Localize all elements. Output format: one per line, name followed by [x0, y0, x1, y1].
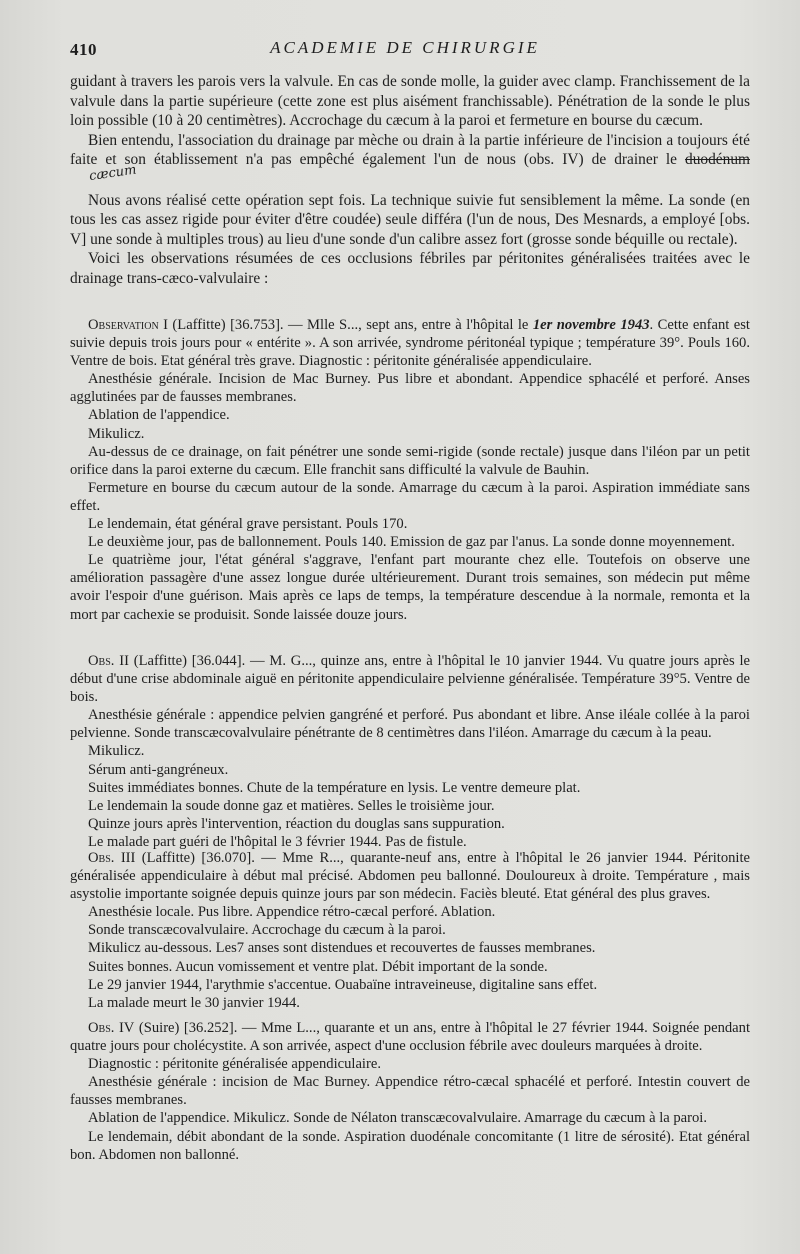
observation-heading: Observation I (Laffitte) [36.753]. — Mlle S..., sept ans, entre à l'hôpital le 1er novembre 1943. Cette enfant est suivie depuis trois jours pour « entérite ». A son arrivée, syndrome péritonéal typique ; température 39°. Pouls 160. Ventre de bois. Etat général très grave. Diagnostic : péritonite généralisée appendiculaire.: [70, 317, 750, 370]
struck-word: duodénum: [685, 151, 750, 169]
observation-label: Obs. II: [88, 653, 129, 669]
handwritten-correction: cæcum: [88, 162, 138, 185]
page-header: [70, 36, 740, 62]
observation-2: [70, 652, 750, 851]
observation-heading: Obs. III (Laffitte) [36.070]. — Mme R..., quarante-neuf ans, entre à l'hôpital le 26 janvier 1944. Péritonite généralisée appendiculaire à début mal précisé. Abdomen peu ballonné. Douloureux à droite. Température , mais asystolie importante soignée depuis quinze jours par son médecin. Faciès bleuté. Etat général des plus graves.: [70, 850, 751, 903]
observation-line: Suites immédiates bonnes. Chute de la température en lysis. Le ventre demeure plat.: [88, 779, 581, 796]
observation-line: Diagnostic : péritonite généralisée appendiculaire.: [88, 1056, 381, 1073]
observation-label: Observation I: [88, 317, 168, 333]
observation-line: Anesthésie locale. Pus libre. Appendice rétro-cæcal perforé. Ablation.: [88, 904, 496, 921]
observation-1: [70, 316, 750, 624]
observation-heading: Obs. II (Laffitte) [36.044]. — M. G..., quinze ans, entre à l'hôpital le 10 janvier 1944. Vu quatre jours après le début d'une crise abdominale aiguë en péritonite appendiculaire pelvienne généralisée. Température 39°5. Ventre de bois.: [70, 653, 750, 706]
observation-label: Obs. III: [88, 850, 136, 866]
observation-date: 1er novembre 1943: [532, 317, 650, 333]
intro-paragraph-4: Voici les observations résumées de ces occlusions fébriles par péritonites généralisées traitées avec le drainage trans-cæco-valvulaire :: [70, 250, 750, 287]
observation-line: Au-dessus de ce drainage, on fait pénétrer une sonde semi-rigide (sonde rectale) jusque dans l'iléon par un petit orifice dans la paroi externe du cæcum. Elle franchit sans difficulté la valvule de Bauhin.: [70, 443, 750, 478]
observation-line: Le deuxième jour, pas de ballonnement. Pouls 140. Emission de gaz par l'anus. La sonde donne moyennement.: [88, 534, 735, 551]
observation-label: Obs. IV: [88, 1020, 135, 1036]
observation-line: Mikulicz.: [88, 425, 145, 442]
observation-line: Fermeture en bourse du cæcum autour de la sonde. Amarrage du cæcum à la paroi. Aspiration immédiate sans effet.: [70, 479, 750, 514]
observation-4: [70, 1019, 750, 1164]
observation-line: Anesthésie générale : appendice pelvien gangréné et perforé. Pus abondant et libre. Anse iléale collée à la paroi pelvienne. Sonde transcæcovalvulaire pénétrante de 8 centimètres dans l'iléon. Amarrage du cæcum à la peau.: [70, 707, 750, 742]
intro-paragraph-2: Bien entendu, l'association du drainage par mèche ou drain à la partie inférieure de l'incision a toujours été faite et son établissement n'a pas empêché également l'un de nous (obs. IV) de drainer le duodénumcæcum: [70, 131, 750, 191]
observation-line: Suites bonnes. Aucun vomissement et ventre plat. Débit important de la sonde.: [88, 958, 548, 975]
running-title: ACADEMIE DE CHIRURGIE: [270, 38, 540, 57]
observation-line: Le 29 janvier 1944, l'arythmie s'accentue. Ouabaïne intraveineuse, digitaline sans effet.: [88, 976, 598, 993]
observation-line: Sérum anti-gangréneux.: [88, 761, 229, 778]
observation-line: Le lendemain, état général grave persistant. Pouls 170.: [88, 516, 408, 533]
observation-line: La malade meurt le 30 janvier 1944.: [88, 994, 300, 1011]
observation-line: Quinze jours après l'intervention, réaction du douglas sans suppuration.: [88, 815, 505, 832]
intro-text: [70, 72, 750, 289]
page-number: 410: [70, 40, 97, 59]
observation-line: Le malade part guéri de l'hôpital le 3 février 1944. Pas de fistule.: [88, 833, 467, 850]
observation-line: Anesthésie générale. Incision de Mac Burney. Pus libre et abondant. Appendice sphacélé et perforé. Anses agglutinées par de fausses membranes.: [70, 371, 750, 406]
observation-line: Le lendemain, débit abondant de la sonde. Aspiration duodénale concomitante (1 litre de sérosité). Etat général bon. Abdomen non ballonné.: [70, 1128, 750, 1163]
observation-line: Mikulicz.: [88, 743, 145, 760]
observation-3: [70, 849, 750, 1012]
observation-line: Sonde transcæcovalvulaire. Accrochage du cæcum à la paroi.: [88, 922, 446, 939]
intro-paragraph-1: guidant à travers les parois vers la valvule. En cas de sonde molle, la guider avec clamp. Franchissement de la valvule dans la partie supérieure (cette zone est plus aisément franchissable). Pénétration de la sonde le plus loin possible (10 à 20 centimètres). Accrochage du cæcum à la paroi et fermeture en bourse du cæcum.: [70, 73, 750, 130]
observation-line: Le quatrième jour, l'état général s'aggrave, l'enfant part mourante chez elle. Toutefois on observe une amélioration passagère d'une assez longue durée ultérieurement. Durant trois semaines, son médecin put même avoir l'espoir d'une guérison. Mais après ce laps de temps, la température descendue à la normale, remonta et la mort par cachexie se produisit. Sonde laissée douze jours.: [70, 552, 750, 623]
observation-line: Le lendemain la soude donne gaz et matières. Selles le troisième jour.: [88, 797, 495, 814]
observation-heading: Obs. IV (Suire) [36.252]. — Mme L..., quarante et un ans, entre à l'hôpital le 27 février 1944. Soignée pendant quatre jours pour cholécystite. A son arrivée, aspect d'une occlusion fébrile avec douleurs marquées à droite.: [70, 1020, 750, 1055]
observation-line: Mikulicz au-dessous. Les7 anses sont distendues et recouvertes de fausses membranes.: [88, 940, 596, 957]
observation-line: Anesthésie générale : incision de Mac Burney. Appendice rétro-cæcal sphacélé et perforé. Intestin couvert de fausses membranes.: [70, 1074, 750, 1109]
observation-line: Ablation de l'appendice. Mikulicz. Sonde de Nélaton transcæcovalvulaire. Amarrage du cæcum à la paroi.: [88, 1110, 708, 1127]
observation-line: Ablation de l'appendice.: [88, 407, 230, 424]
intro-paragraph-3: Nous avons réalisé cette opération sept fois. La technique suivie fut sensiblement la même. La sonde (en tous les cas assez rigide pour éviter d'être coudée) seule différa (l'un de nous, Des Mesnards, a employé [obs. V] une sonde à multiples trous) au lieu d'une sonde d'un calibre assez fort (grosse sonde béquille ou rectale).: [70, 191, 750, 248]
